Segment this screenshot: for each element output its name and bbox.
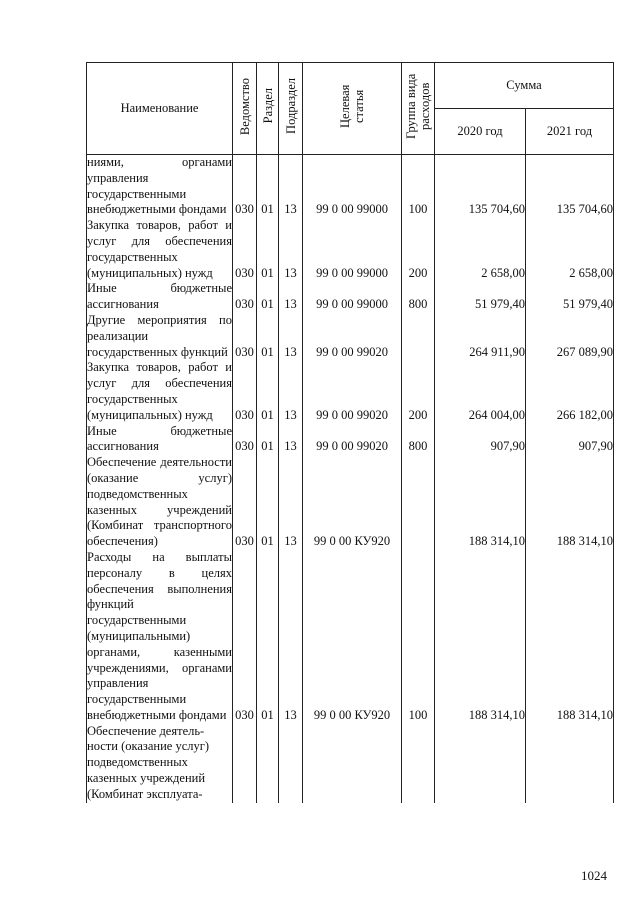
table-body xyxy=(87,155,614,803)
row-2020: 2 658,00 xyxy=(435,218,526,281)
table-row-continued xyxy=(87,724,614,803)
row-target: 99 0 00 КУ920 xyxy=(303,455,402,550)
row-2020: 51 979,40 xyxy=(435,281,526,313)
row-expense-group: 200 xyxy=(402,360,435,423)
table-row xyxy=(87,155,614,219)
header-target: Целевая статья xyxy=(303,63,402,155)
row-target: 99 0 00 99020 xyxy=(303,424,402,456)
row-section: 01 xyxy=(257,424,279,456)
empty-cell xyxy=(435,724,526,803)
row-department: 030 xyxy=(233,550,257,724)
row-section: 01 xyxy=(257,155,279,219)
row-target: 99 0 00 99000 xyxy=(303,218,402,281)
row-2020: 135 704,60 xyxy=(435,155,526,219)
row-section: 01 xyxy=(257,550,279,724)
row-subsection: 13 xyxy=(279,550,303,724)
header-2020: 2020 год xyxy=(435,109,526,155)
table-row xyxy=(87,281,614,313)
row-2021: 188 314,10 xyxy=(526,455,614,550)
row-subsection: 13 xyxy=(279,281,303,313)
empty-cell xyxy=(257,724,279,803)
row-2020: 264 911,90 xyxy=(435,313,526,360)
row-department: 030 xyxy=(233,281,257,313)
row-section: 01 xyxy=(257,313,279,360)
row-2021: 267 089,90 xyxy=(526,313,614,360)
empty-cell xyxy=(233,724,257,803)
header-department: Ведомство xyxy=(233,63,257,155)
row-subsection: 13 xyxy=(279,313,303,360)
row-expense-group: 100 xyxy=(402,155,435,219)
row-target: 99 0 00 99000 xyxy=(303,155,402,219)
row-2020: 264 004,00 xyxy=(435,360,526,423)
header-section: Раздел xyxy=(257,63,279,155)
row-section: 01 xyxy=(257,455,279,550)
row-subsection: 13 xyxy=(279,360,303,423)
table-row xyxy=(87,360,614,423)
row-target: 99 0 00 99000 xyxy=(303,281,402,313)
row-name: Иные бюджетные ассигнования xyxy=(87,281,232,312)
row-name-continued xyxy=(87,724,233,803)
row-2021: 907,90 xyxy=(526,424,614,456)
header-subsection: Подраздел xyxy=(279,63,303,155)
row-name: Обеспечение деятельности (оказание услуг) подведомственных казенных учреждений (Комбинат транспортного обеспечения) xyxy=(87,455,232,549)
row-department: 030 xyxy=(233,155,257,219)
row-name: Иные бюджетные ассигнования xyxy=(87,423,232,454)
row-department: 030 xyxy=(233,424,257,456)
empty-cell xyxy=(402,724,435,803)
table-row xyxy=(87,218,614,281)
page-number: 1024 xyxy=(581,868,607,883)
row-2020: 188 314,10 xyxy=(435,550,526,724)
table-row xyxy=(87,455,614,550)
row-subsection: 13 xyxy=(279,218,303,281)
row-2021: 51 979,40 xyxy=(526,281,614,313)
row-subsection: 13 xyxy=(279,155,303,219)
table-row xyxy=(87,424,614,456)
row-target: 99 0 00 99020 xyxy=(303,313,402,360)
tail-line: Обеспечение деятель- xyxy=(87,723,205,738)
row-2021: 266 182,00 xyxy=(526,360,614,423)
row-target: 99 0 00 99020 xyxy=(303,360,402,423)
row-section: 01 xyxy=(257,360,279,423)
header-sum: Сумма xyxy=(435,63,614,109)
row-2021: 188 314,10 xyxy=(526,550,614,724)
row-2021: 135 704,60 xyxy=(526,155,614,219)
row-name: Расходы на выплаты персоналу в целях обеспечения выполнения функций государственными (муниципальными) органами, казенными учреждениями, органами управления государственными внебюджетными фондами xyxy=(87,549,232,722)
empty-cell xyxy=(279,724,303,803)
header-name: Наименование xyxy=(87,63,233,155)
row-department: 030 xyxy=(233,313,257,360)
empty-cell xyxy=(526,724,614,803)
row-subsection: 13 xyxy=(279,424,303,456)
row-2021: 2 658,00 xyxy=(526,218,614,281)
row-department: 030 xyxy=(233,360,257,423)
row-expense-group xyxy=(402,455,435,550)
tail-line: казенных учреждений xyxy=(87,771,206,786)
row-department: 030 xyxy=(233,218,257,281)
row-target: 99 0 00 КУ920 xyxy=(303,550,402,724)
row-subsection: 13 xyxy=(279,455,303,550)
row-expense-group: 200 xyxy=(402,218,435,281)
row-department: 030 xyxy=(233,455,257,550)
row-2020: 188 314,10 xyxy=(435,455,526,550)
tail-line: ности (оказание услуг) xyxy=(87,739,210,754)
header-2021: 2021 год xyxy=(526,109,614,155)
row-name: Закупка товаров, работ и услуг для обеспечения государственных (муниципальных) нужд xyxy=(87,218,232,280)
row-section: 01 xyxy=(257,281,279,313)
table-row xyxy=(87,313,614,360)
row-expense-group: 800 xyxy=(402,281,435,313)
header-expense-group: Группа вида расходов xyxy=(402,63,435,155)
empty-cell xyxy=(303,724,402,803)
row-2020: 907,90 xyxy=(435,424,526,456)
budget-table xyxy=(86,62,614,803)
row-expense-group: 100 xyxy=(402,550,435,724)
row-name: Закупка товаров, работ и услуг для обеспечения государственных (муниципальных) нужд xyxy=(87,360,232,422)
tail-line: (Комбинат эксплуата- xyxy=(87,786,203,801)
row-expense-group xyxy=(402,313,435,360)
table-row xyxy=(87,550,614,724)
row-name: ниями, органами управления государственными внебюджетными фондами xyxy=(87,155,232,217)
row-expense-group: 800 xyxy=(402,424,435,456)
row-name: Другие мероприятия по реализации государственных функций xyxy=(87,312,232,359)
tail-line: подведомственных xyxy=(87,755,188,770)
row-section: 01 xyxy=(257,218,279,281)
